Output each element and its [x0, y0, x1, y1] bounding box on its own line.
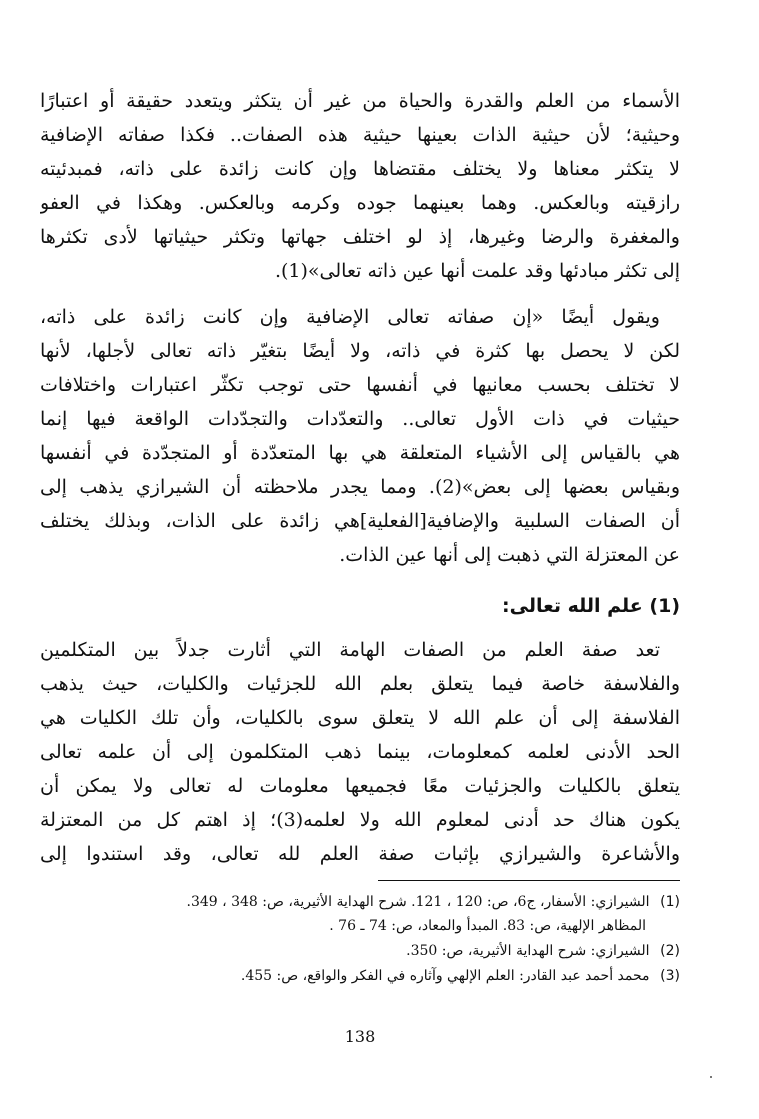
page-number: 138: [344, 1027, 376, 1046]
paragraph-3-line-6: يكون هناك حد أدنى لمعلوم الله ولا لعلمه(3)؛ إذ اهتم كل من المعتزلة: [40, 809, 680, 831]
paragraph-1-line-4: رازقيته وبالعكس. وهما بعينهما جوده وكرمه وبالعكس. وهكذا في العفو: [40, 192, 680, 214]
paragraph-1-line-1: الأسماء من العلم والقدرة والحياة من غير أن يتكثر ويتعدد حقيقة أو اعتبارًا: [40, 90, 680, 112]
footnote-1: [40, 890, 680, 914]
paragraph-2-line-7: أن الصفات السلبية والإضافية[الفعلية]هي زائدة على الذات، وبذلك يختلف: [40, 510, 680, 532]
paragraph-1-line-6: إلى تكثر مبادئها وقد علمت أنها عين ذاته تعالى»(1).: [274, 260, 680, 282]
footnote-1-continuation: [40, 914, 680, 938]
footnote-1-number: (1): [660, 894, 680, 910]
paragraph-2-line-6: وبقياس بعضها إلى بعض»(2). ومما يجدر ملاحظته أن الشيرازي يذهب إلى: [40, 476, 680, 498]
footnote-2-text: الشيرازي: شرح الهداية الأثيرية، ص: 350.: [406, 943, 650, 959]
paragraph-3-line-4: الحد الأدنى لعلمه كمعلومات، بينما ذهب المتكلمون إلى أن علمه تعالى: [40, 741, 680, 763]
scan-speck: [710, 1076, 712, 1078]
footnote-2-number: (2): [660, 943, 680, 959]
paragraph-3-line-3: الفلاسفة إلى أن علم الله لا يتعلق سوى بالكليات، وأن تلك الكليات هي: [40, 707, 680, 729]
paragraph-3-line-1: تعد صفة العلم من الصفات الهامة التي أثارت جدلاً بين المتكلمين: [40, 639, 660, 661]
paragraph-3-line-7: والأشاعرة والشيرازي بإثبات صفة العلم لله تعالى، وقد استندوا إلى: [40, 843, 680, 865]
section-heading: (1) علم الله تعالى:: [502, 595, 680, 617]
footnote-2: [40, 939, 680, 963]
footnote-3-number: (3): [660, 968, 680, 984]
paragraph-2-line-5: هي بالقياس إلى الأشياء المتعلقة هي بها المتعدّدة أو المتجدّدة في أنفسها: [40, 442, 680, 464]
page: [40, 0, 680, 1119]
paragraph-1-line-3: لا يتكثر معناها ولا يختلف مقتضاها وإن كانت زائدة على ذاته، فمبدئيته: [40, 158, 680, 180]
footnote-separator: [378, 880, 680, 881]
paragraph-2-line-8: عن المعتزلة التي ذهبت إلى أنها عين الذات.: [339, 544, 680, 566]
footnote-3-text: محمد أحمد عبد القادر: العلم الإلهي وآثاره في الفكر والواقع، ص: 455.: [240, 968, 650, 984]
paragraph-2-line-3: لا تختلف بحسب معانيها في أنفسها حتى توجب تكثّر اعتبارات واختلافات: [40, 374, 680, 396]
footnote-1-continuation-text: المظاهر الإلهية، ص: 83. المبدأ والمعاد، ص: 74 ـ 76 .: [329, 918, 646, 934]
paragraph-1-line-5: والمغفرة والرضا وغيرها، إذ لو اختلف جهاتها وتكثر حيثياتها لأدى تكثرها: [40, 226, 680, 248]
paragraph-3-line-2: والفلاسفة خاصة فيما يتعلق بعلم الله للجزئيات والكليات، حيث يذهب: [40, 673, 680, 695]
footnote-1-text: الشيرازي: الأسفار، ج6، ص: 120 ، 121. شرح الهداية الأثيرية، ص: 348 ، 349.: [186, 894, 650, 910]
paragraph-1-line-2: وحيثية؛ لأن حيثية الذات بعينها حيثية هذه الصفات.. فكذا صفاته الإضافية: [40, 124, 680, 146]
footnote-3: [40, 964, 680, 988]
paragraph-2-line-1: ويقول أيضًا «إن صفاته تعالى الإضافية وإن كانت زائدة على ذاته،: [40, 306, 660, 328]
paragraph-2-line-2: لكن لا يحصل بها كثرة في ذاته، ولا أيضًا بتغيّر ذاته تعالى لأجلها، لأنها: [40, 340, 680, 362]
paragraph-2-line-4: حيثيات في ذات الأول تعالى.. والتعدّدات والتجدّدات الواقعة فيها إنما: [40, 408, 680, 430]
paragraph-3-line-5: يتعلق بالكليات والجزئيات معًا فجميعها معلومات له تعالى ولا يمكن أن: [40, 775, 680, 797]
